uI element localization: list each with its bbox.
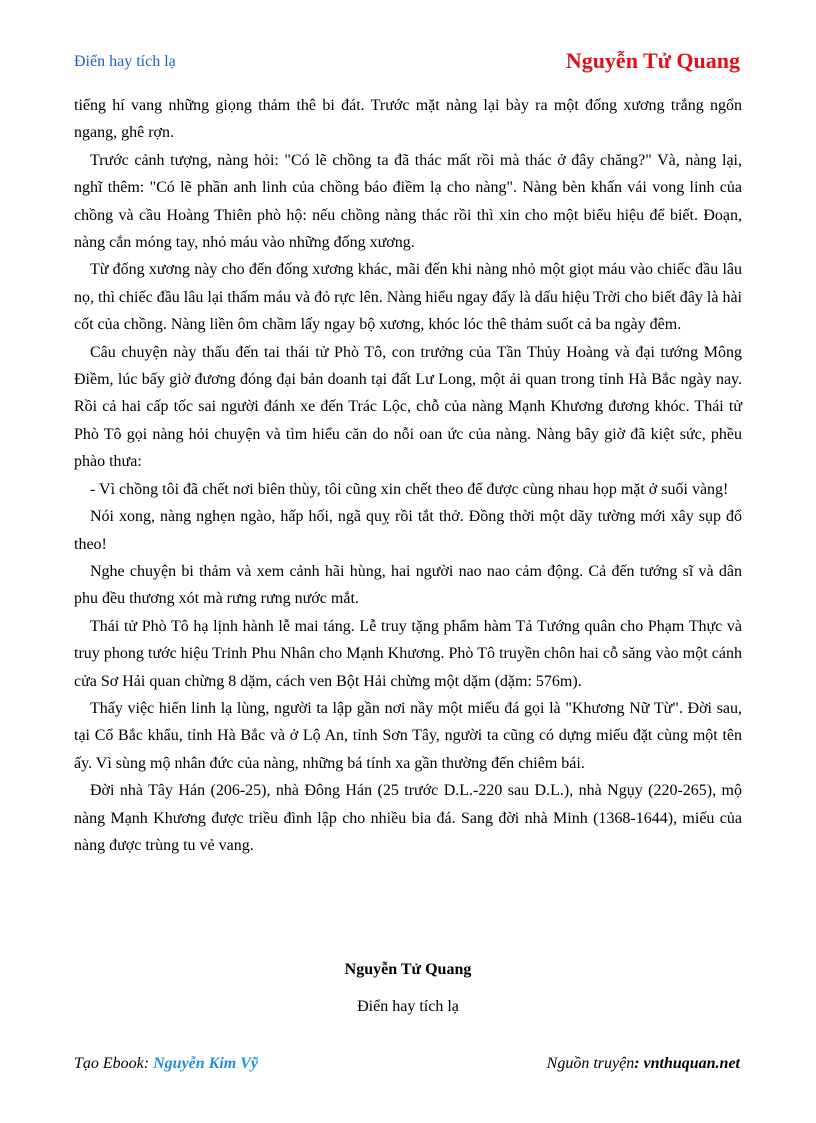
paragraph: tiếng hí vang những giọng thảm thê bi đát. Trước mặt nàng lại bày ra một đống xương trắng ngổn ngang, ghê rợn. — [74, 97, 742, 142]
source-separator: : — [634, 1055, 644, 1072]
source-site-link[interactable]: vnthuquan.net — [643, 1055, 740, 1072]
page-footer — [74, 1055, 740, 1077]
paragraph: Từ đống xương này cho đến đống xương khác, mãi đến khi nàng nhỏ một giọt máu vào chiếc đầu lâu nọ, thì chiếc đầu lâu lại thấm máu và đỏ rực lên. Nàng hiểu ngay đấy là dấu hiệu Trời cho biết đây là hài cốt của chồng. Nàng liền ôm chầm lấy ngay bộ xương, khóc lóc thê thảm suốt cả ba ngày đêm. — [74, 261, 742, 334]
signature-book: Điển hay tích lạ — [357, 998, 459, 1015]
source-label: Nguồn truyện — [546, 1055, 635, 1072]
paragraph: Đời nhà Tây Hán (206-25), nhà Đông Hán (25 trước D.L.-220 sau D.L.), nhà Ngụy (220-265), mộ nàng Mạnh Khương được triều đình lập cho nhiều bia đá. Sang đời nhà Minh (1368-1644), miếu của nàng được trùng tu vẻ vang. — [74, 782, 742, 854]
paragraph: - Vì chồng tôi đã chết nơi biên thùy, tôi cũng xin chết theo để được cùng nhau họp mặt ở suối vàng! — [90, 480, 729, 498]
paragraph: Câu chuyện này thấu đến tai thái tử Phò Tô, con trưởng của Tần Thủy Hoàng và đại tướng Mông Điềm, lúc bấy giờ đương đóng đại bản doanh tại đất Lư Long, một ải quan trong tỉnh Hà Bắc ngày nay. Rồi cả hai cấp tốc sai người đánh xe đến Trác Lộc, chỗ của nàng Mạnh Khương đương khóc. Thái tử Phò Tô gọi nàng hỏi chuyện và tìm hiểu căn do nỗi oan ức của nàng. Nàng bây giờ đã kiệt sức, phều phào thưa: — [74, 343, 742, 471]
paragraph: Nói xong, nàng nghẹn ngào, hấp hối, ngã quỵ rồi tắt thở. Đồng thời một dãy tường mới xây sụp đổ theo! — [74, 508, 742, 553]
book-title: Điển hay tích lạ — [74, 53, 176, 70]
source-credit — [547, 1055, 740, 1073]
paragraph: Thái tử Phò Tô hạ lịnh hành lễ mai táng. Lễ truy tặng phẩm hàm Tả Tướng quân cho Phạm Thực và truy phong tước hiệu Trinh Phu Nhân cho Mạnh Khương. Phò Tô truyền chôn hai cỗ săng vào một cánh cửa Sơ Hải quan chừng 8 dặm, cách ven Bột Hải chừng một dặm (dặm: 576m). — [74, 617, 742, 690]
ebook-separator: : — [143, 1055, 154, 1072]
signature-author: Nguyễn Tử Quang — [344, 961, 472, 978]
ebook-credit — [74, 1055, 258, 1073]
ebook-label: Tạo Ebook — [74, 1055, 144, 1072]
paragraph: Trước cảnh tượng, nàng hỏi: "Có lẽ chồng ta đã thác mất rồi mà thác ở đây chăng?" Và, nàng lại, nghĩ thêm: "Có lẽ phần anh linh của chồng báo điềm lạ cho nàng". Nàng bèn khấn vái vong linh của chồng và cầu Hoàng Thiên phò hộ: nếu chồng nàng thác rồi thì xin cho một biểu hiệu để biết. Đoạn, nàng cắn móng tay, nhỏ máu vào những đống xương. — [74, 151, 742, 252]
story-body — [74, 92, 742, 859]
page-header — [74, 48, 740, 78]
author-name: Nguyễn Tử Quang — [565, 48, 740, 73]
paragraph: Nghe chuyện bi thảm và xem cảnh hãi hùng, hai người nao nao cảm động. Cả đến tướng sĩ và dân phu đều thương xót mà rưng rưng nước mắt. — [74, 562, 742, 608]
ebook-creator-name: Nguyễn Kim Vỹ — [153, 1055, 258, 1072]
paragraph: Thấy việc hiển linh lạ lùng, người ta lập gần nơi nầy một miếu đá gọi là "Khương Nữ Từ". Đời sau, tại Cổ Bắc khẩu, tỉnh Hà Bắc và ở Lộ An, tỉnh Sơn Tây, người ta cũng có dựng miếu đặt cùng một tên ấy. Vì sùng mộ nhân đức của nàng, những bá tính xa gần thường đến chiêm bái. — [74, 699, 742, 772]
